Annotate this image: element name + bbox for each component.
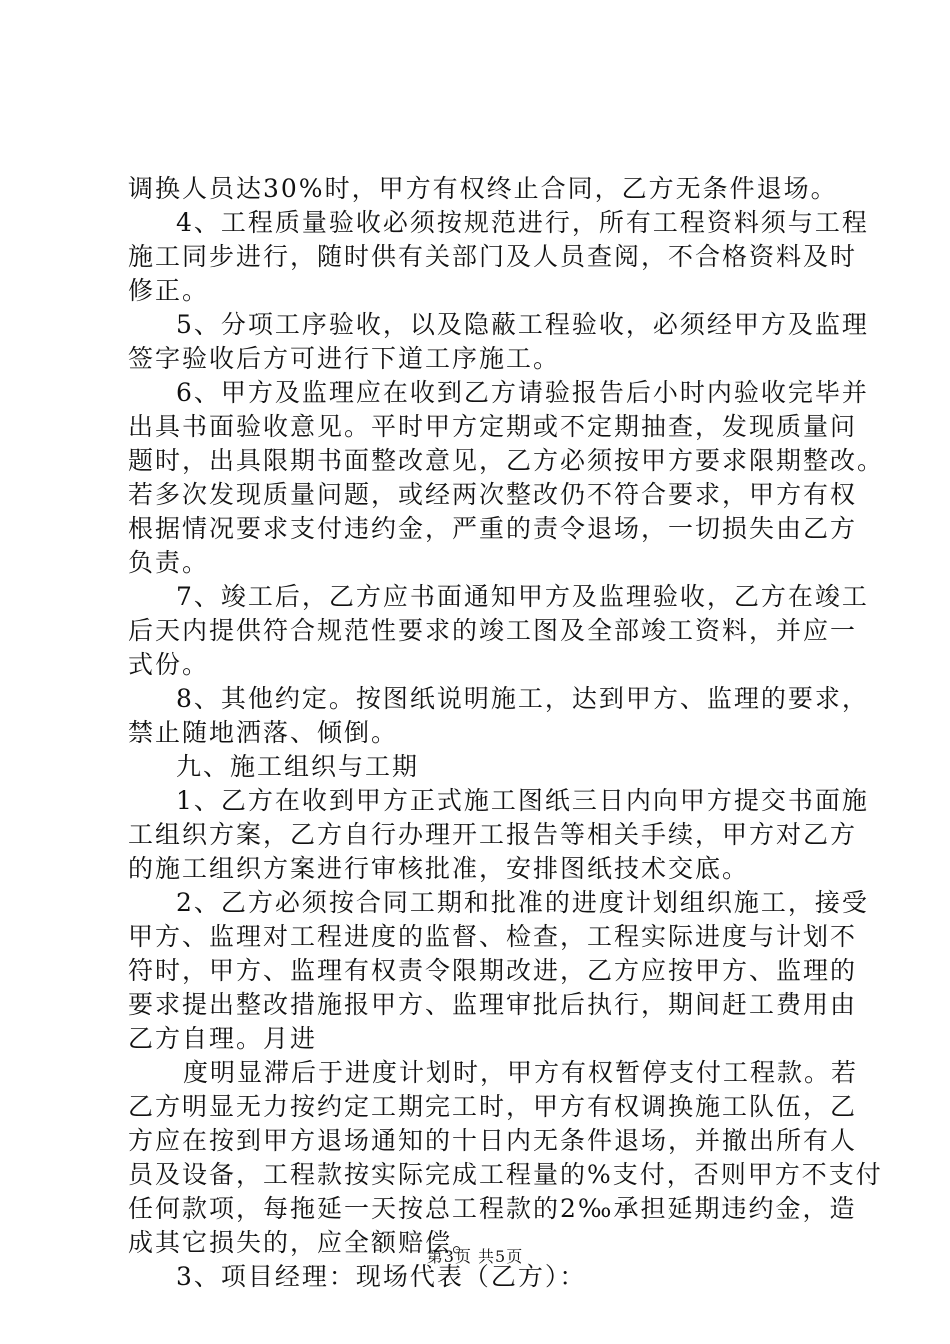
text-line: 方应在按到甲方退场通知的十日内无条件退场，并撤出所有人	[128, 1126, 858, 1155]
text-line: 1、乙方在收到甲方正式施工图纸三日内向甲方提交书面施	[176, 786, 869, 815]
text-line: 后天内提供符合规范性要求的竣工图及全部竣工资料，并应一	[128, 616, 858, 645]
text-line: 乙方明显无力按约定工期完工时，甲方有权调换施工队伍，乙	[128, 1092, 858, 1121]
section-heading: 九、施工组织与工期	[176, 752, 420, 781]
text-line: 工组织方案，乙方自行办理开工报告等相关手续，甲方对乙方	[128, 820, 858, 849]
text-line: 任何款项，每拖延一天按总工程款的2‰承担延期违约金，造	[128, 1194, 857, 1223]
text-line: 员及设备，工程款按实际完成工程量的%支付，否则甲方不支付	[128, 1160, 883, 1189]
text-line: 8、其他约定。按图纸说明施工，达到甲方、监理的要求，	[176, 684, 869, 713]
text-line: 符时，甲方、监理有权责令限期改进，乙方应按甲方、监理的	[128, 956, 858, 985]
text-line: 调换人员达30%时，甲方有权终止合同，乙方无条件退场。	[128, 174, 838, 203]
text-line: 出具书面验收意见。平时甲方定期或不定期抽查，发现质量问	[128, 412, 858, 441]
text-line: 若多次发现质量问题，或经两次整改仍不符合要求，甲方有权	[128, 480, 858, 509]
text-line: 3、项目经理：现场代表（乙方）：	[176, 1262, 587, 1291]
page-number: 第3页 共5页	[426, 1247, 524, 1266]
text-line: 修正。	[128, 276, 210, 305]
text-line: 施工同步进行，随时供有关部门及人员查阅，不合格资料及时	[128, 242, 858, 271]
text-line: 4、工程质量验收必须按规范进行，所有工程资料须与工程	[176, 208, 869, 237]
text-line: 根据情况要求支付违约金，严重的责令退场，一切损失由乙方	[128, 514, 858, 543]
text-line: 题时，出具限期书面整改意见，乙方必须按甲方要求限期整改。	[128, 446, 885, 475]
text-line: 度明显滞后于进度计划时，甲方有权暂停支付工程款。若	[183, 1058, 859, 1087]
text-line: 成其它损失的，应全额赔偿。	[128, 1228, 480, 1257]
text-line: 签字验收后方可进行下道工序施工。	[128, 344, 561, 373]
text-line: 甲方、监理对工程进度的监督、检查，工程实际进度与计划不	[128, 922, 858, 951]
document-body	[128, 172, 885, 1294]
text-line: 的施工组织方案进行审核批准，安排图纸技术交底。	[128, 854, 750, 883]
text-line: 式份。	[128, 650, 210, 679]
text-line: 负责。	[128, 548, 210, 577]
text-line: 要求提出整改措施报甲方、监理审批后执行，期间赶工费用由	[128, 990, 858, 1019]
text-line: 2、乙方必须按合同工期和批准的进度计划组织施工，接受	[176, 888, 869, 917]
text-line: 6、甲方及监理应在收到乙方请验报告后小时内验收完毕并	[176, 378, 869, 407]
text-line: 禁止随地洒落、倾倒。	[128, 718, 399, 747]
text-line: 5、分项工序验收，以及隐蔽工程验收，必须经甲方及监理	[176, 310, 869, 339]
page-footer	[0, 1244, 950, 1267]
text-line: 7、竣工后，乙方应书面通知甲方及监理验收，乙方在竣工	[176, 582, 869, 611]
text-line: 乙方自理。月进	[128, 1024, 318, 1053]
